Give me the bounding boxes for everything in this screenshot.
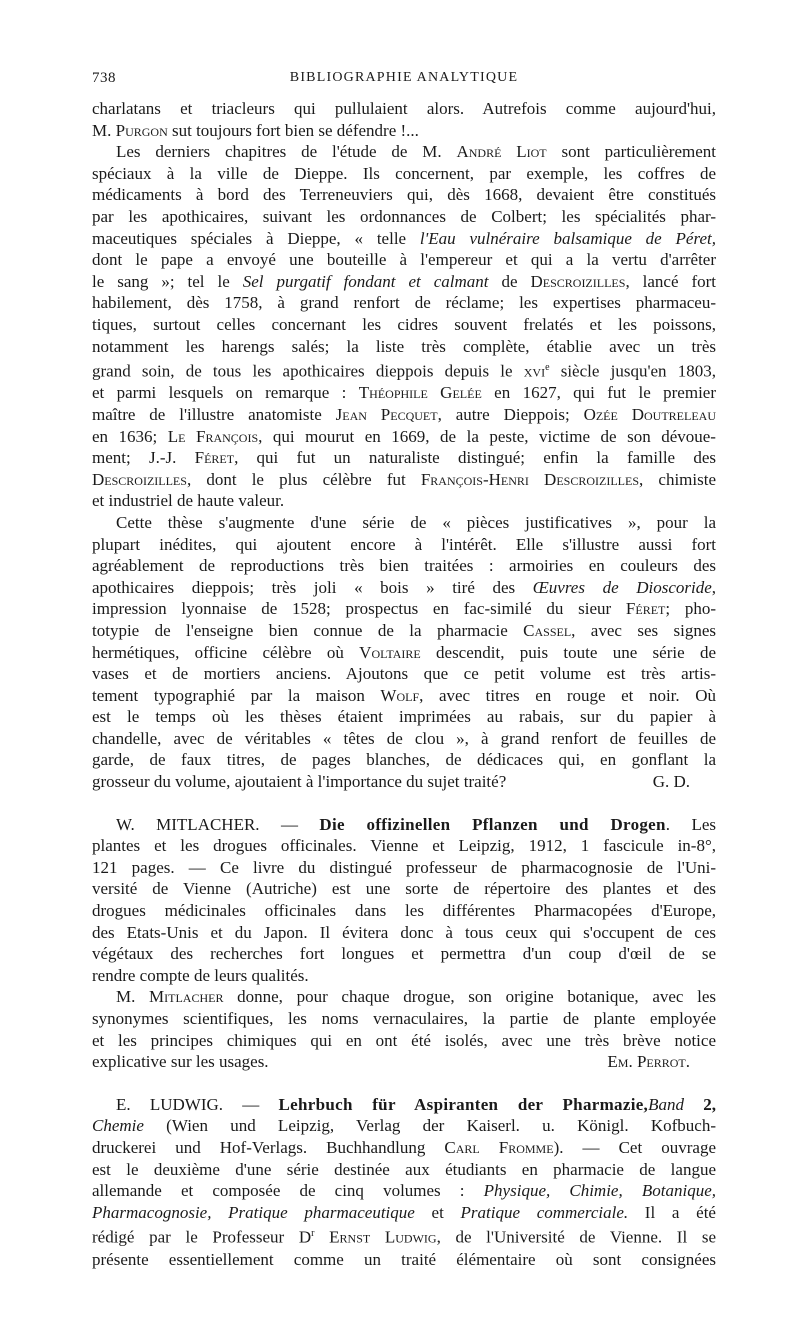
text-line: végétaux des recherches fort longues et permettra d'un coup d'œil de se [92, 944, 716, 964]
text-line: maître de l'illustre anatomiste Jean Pecquet, autre Dieppois; Ozée Doutreleau [92, 404, 716, 424]
text-line: notamment les harengs salés; la liste très complète, établie avec un très [92, 336, 716, 356]
text-line: W. MITLACHER. — Die offizinellen Pflanzen und Drogen. Les [116, 814, 717, 834]
running-header [92, 70, 716, 98]
text-line: explicative sur les usages. Em. Perrot. [92, 1051, 716, 1073]
text-line: Descroizilles, dont le plus célèbre fut François-Henri Descroizilles, chimiste [92, 469, 716, 489]
text-line: Pharmacognosie, Pratique pharmaceutique et Pratique commerciale. Il a été [92, 1202, 716, 1222]
text-line: présente essentiellement comme un traité élémentaire où sont consignées [92, 1249, 716, 1269]
reviewer-signature: G. D. [652, 772, 690, 792]
text-line: par les apothicaires, suivant les ordonnances de Colbert; les spécialités phar- [92, 206, 716, 226]
text-line: apothicaires dieppois; très joli « bois » tiré des Œuvres de Dioscoride, [92, 577, 717, 597]
text-line: drogues médicinales officinales dans les différentes Pharmacopées d'Europe, [92, 901, 716, 921]
text-line: E. LUDWIG. — Lehrbuch für Aspiranten der Pharmazie,Band 2, [116, 1094, 716, 1114]
text-line: et parmi lesquels on remarque : Théophile Gelée en 1627, qui fut le premier [92, 383, 717, 403]
text-line: en 1636; Le François, qui mourut en 1669, de la peste, victime de son dévoue- [92, 426, 716, 446]
text-line: est le deuxième d'une série destinée aux étudiants en pharmacie de langue [92, 1159, 716, 1179]
text-line: ment; J.-J. Féret, qui fut un naturaliste distingué; enfin la famille des [92, 448, 716, 468]
text-line: et industriel de haute valeur. [92, 491, 285, 511]
text-line: garde, de faux titres, de pages blanches, de dédicaces qui, en gonflant la [92, 750, 716, 770]
text-line: est le temps où les thèses étaient imprimées au rabais, sur du papier à [92, 707, 716, 727]
text-line: synonymes scientifiques, les noms vernaculaires, la partie de plante employée [92, 1009, 716, 1028]
text-line: agréablement de reproductions très bien traitées : armoiries en couleurs des [92, 556, 716, 576]
review-mitlacher [92, 814, 716, 1073]
text-line: et les principes chimiques qui en ont été isolés, avec une très brève notice [92, 1030, 716, 1050]
text-line: allemande et composée de cinq volumes : Physique, Chimie, Botanique, [92, 1181, 716, 1201]
text-line: 121 pages. — Ce livre du distingué professeur de pharmacognosie de l'Uni- [92, 857, 716, 877]
text-line: dont le pape a envoyé une bouteille à l'empereur et qui a la vertu d'arrêter [92, 250, 716, 270]
text-line: M. Purgon sut toujours fort bien se défendre !... [92, 120, 419, 140]
book-title: Lehrbuch für Aspiranten der Pharmazie, [278, 1094, 649, 1114]
text-line: rendre compte de leurs qualités. [92, 965, 309, 985]
text-line: grosseur du volume, ajoutaient à l'importance du sujet traité? G. D. [92, 771, 716, 793]
text-line: le sang »; tel le Sel purgatif fondant et calmant de Descroizilles, lancé fort [92, 271, 717, 291]
text-line: vases et de mortiers anciens. Ajoutons que ce petit volume est très artis- [92, 664, 716, 684]
section-gap [92, 793, 716, 814]
text-line: habilement, dès 1758, à grand renfort de réclame; les expertises pharmaceu- [92, 293, 716, 313]
text-line: spéciaux à la ville de Dieppe. Ils concernent, par exemple, les coffres de [92, 163, 716, 183]
text-line: Cette thèse s'augmente d'une série de « pièces justificatives », pour la [116, 512, 716, 532]
text-line: grand soin, de tous les apothicaires dieppois depuis le xvi$^e$ siècle jusqu'en 1803, [92, 361, 717, 381]
text-line: Chemie (Wien und Leipzig, Verlag der Kaiserl. u. Königl. Kofbuch- [92, 1116, 716, 1136]
review-liot [92, 98, 716, 793]
book-title: Die offizinellen Pflanzen und Drogen [319, 814, 666, 834]
text-line: médicaments à bord des Terreneuviers qui, dès 1668, devaient être constitués [92, 185, 716, 205]
reviewer-signature: Em. Perrot. [607, 1052, 690, 1072]
running-title: BIBLIOGRAPHIE ANALYTIQUE [289, 70, 519, 85]
text-line: tement typographié par la maison Wolf, avec titres en rouge et noir. Où [92, 685, 716, 705]
text-line: plupart inédites, qui ajoutent encore à l'intérêt. Elle s'illustre aussi fort [92, 534, 716, 554]
text-line: rédigé par le Professeur $D^r$ Ernst Ludwig, de l'Université de Vienne. Il se [92, 1228, 717, 1247]
text-line: versité de Vienne (Autriche) est une sorte de répertoire des plantes et des [92, 879, 716, 899]
text-line: plantes et les drogues officinales. Vienne et Leipzig, 1912, 1 fascicule in-8°, [92, 836, 716, 856]
text-line: Les derniers chapitres de l'étude de M. André Liot sont particulièrement [116, 142, 716, 162]
review-ludwig [92, 1094, 716, 1270]
text-line: des Etats-Unis et du Japon. Il évitera donc à tous ceux qui s'occupent de ces [92, 922, 716, 942]
text-line: impression lyonnaise de 1528; prospectus en fac-similé du sieur Féret; pho- [92, 599, 716, 619]
page-number: 738 [92, 70, 116, 86]
text-line: charlatans et triacleurs qui pullulaient alors. Autrefois comme aujourd'hui, [92, 99, 716, 118]
text-line: hermétiques, officine célèbre où Voltaire descendit, puis toute une série de [92, 642, 716, 662]
section-gap [92, 1073, 716, 1094]
text-line: druckerei und Hof-Verlags. Buchhandlung Carl Fromme). — Cet ouvrage [92, 1137, 716, 1157]
text-line: tiques, surtout celles concernant les cidres souvent frelatés et les poissons, [92, 314, 716, 334]
text-line: M. Mitlacher donne, pour chaque drogue, son origine botanique, avec les [116, 987, 716, 1007]
text-line: totypie de l'enseigne bien connue de la pharmacie Cassel, avec ses signes [92, 620, 716, 640]
text-line: chandelle, avec de véritables « têtes de clou », à grand renfort de feuilles de [92, 728, 716, 748]
text-line: maceutiques spéciales à Dieppe, « telle l'Eau vulnéraire balsamique de Péret, [92, 228, 716, 248]
